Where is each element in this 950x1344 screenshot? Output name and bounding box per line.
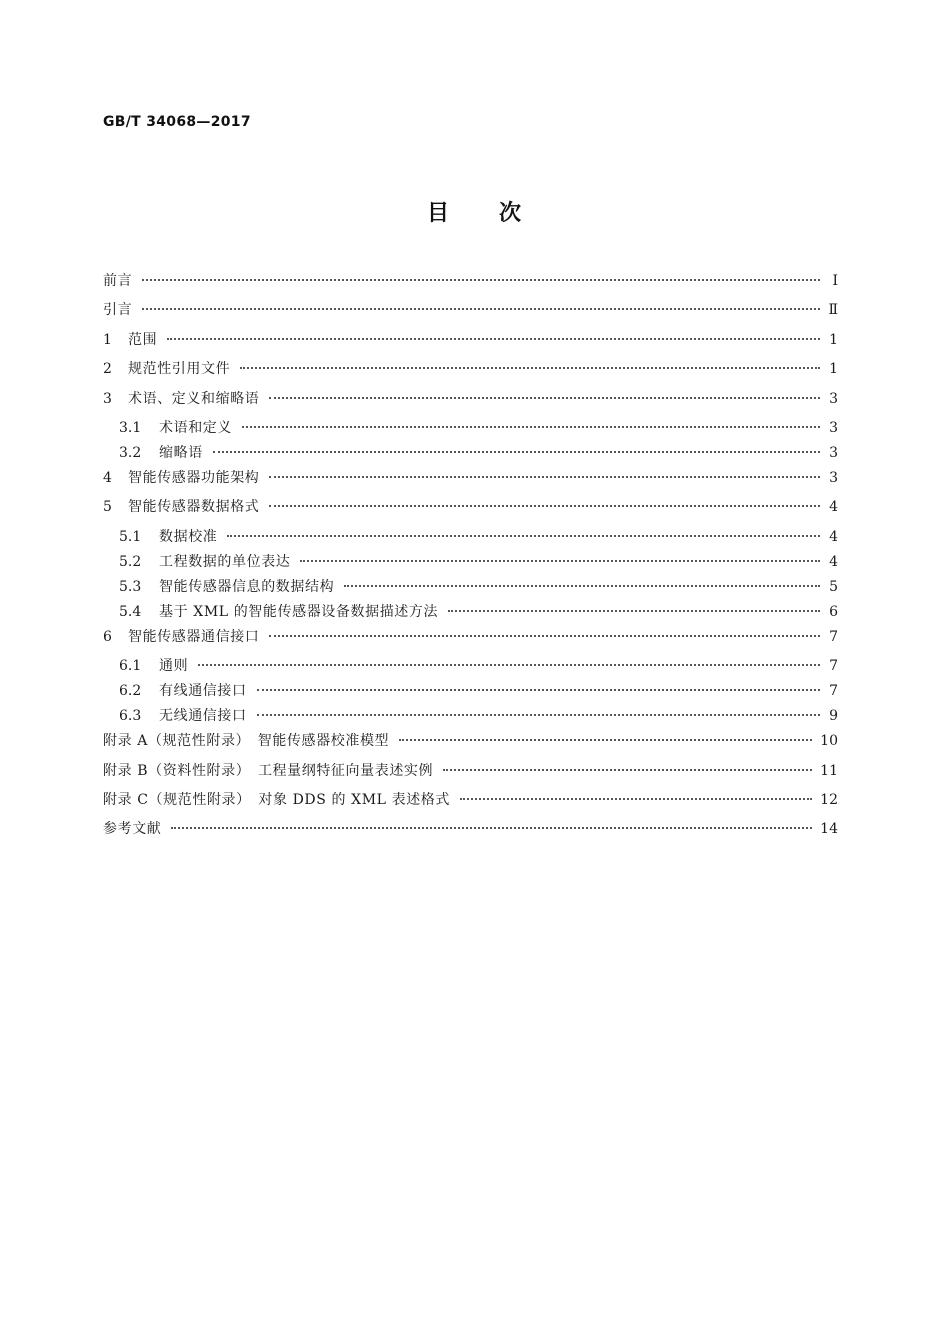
toc-entry-number: 6.2 <box>119 683 142 700</box>
toc-entry-label: 有线通信接口 <box>159 683 247 700</box>
toc-entry-number: 5 <box>103 499 112 516</box>
toc-entry-page: Ⅰ <box>832 273 838 289</box>
toc-entry[interactable] <box>103 706 838 731</box>
toc-entry-page: 4 <box>829 499 838 516</box>
toc-entry[interactable] <box>103 681 838 706</box>
toc-entry-label: 无线通信接口 <box>159 708 247 725</box>
toc-entry-page: 10 <box>820 733 838 750</box>
toc-entry-label: 数据校准 <box>159 528 218 545</box>
toc-entry-number: 5.2 <box>119 553 142 570</box>
dot-leader <box>213 451 820 453</box>
toc-entry-page: 9 <box>829 708 838 725</box>
toc-entry-page: 14 <box>820 821 838 838</box>
toc-entry-label: 工程数据的单位表达 <box>159 553 291 570</box>
toc-entry-label: 规范性引用文件 <box>128 361 231 378</box>
table-of-contents <box>103 271 838 849</box>
toc-entry-page: 3 <box>829 469 838 486</box>
dot-leader <box>269 397 820 399</box>
dot-leader <box>242 426 820 428</box>
toc-entry-label: 基于 XML 的智能传感器设备数据描述方法 <box>159 603 439 620</box>
toc-entry[interactable] <box>103 602 838 627</box>
toc-entry-number: 3 <box>103 390 112 407</box>
toc-entry[interactable] <box>103 552 838 577</box>
dot-leader <box>269 635 820 637</box>
toc-entry-label: 智能传感器通信接口 <box>128 628 260 645</box>
toc-entry-number: 6.1 <box>119 658 142 675</box>
toc-entry-label: 范围 <box>128 331 158 348</box>
toc-entry-label: 附录 C（规范性附录） 对象 DDS 的 XML 表述格式 <box>103 791 451 808</box>
toc-entry-page: 3 <box>829 419 838 436</box>
toc-entry-number: 3.1 <box>119 419 142 436</box>
toc-entry[interactable] <box>103 418 838 443</box>
dot-leader <box>142 279 820 281</box>
toc-entry-label: 术语、定义和缩略语 <box>128 390 260 407</box>
toc-entry[interactable] <box>103 300 838 329</box>
toc-entry[interactable] <box>103 577 838 602</box>
toc-entry-page: 7 <box>829 628 838 645</box>
dot-leader <box>344 585 820 587</box>
toc-entry-page: 4 <box>829 528 838 545</box>
toc-entry-label: 通则 <box>159 658 189 675</box>
dot-leader <box>257 714 820 716</box>
dot-leader <box>443 769 812 771</box>
toc-entry-label: 前言 <box>103 273 133 289</box>
dot-leader <box>198 664 820 666</box>
toc-entry-number: 5.1 <box>119 528 142 545</box>
dot-leader <box>300 560 820 562</box>
toc-entry[interactable] <box>103 497 838 526</box>
toc-entry-page: 4 <box>829 553 838 570</box>
toc-entry-number: 3.2 <box>119 444 142 461</box>
toc-entry-page: 1 <box>829 361 838 378</box>
toc-entry-label: 智能传感器数据格式 <box>128 499 260 516</box>
toc-entry-label: 智能传感器功能架构 <box>128 469 260 486</box>
toc-entry[interactable] <box>103 627 838 656</box>
toc-entry-page: 6 <box>829 603 838 620</box>
toc-entry-page: 3 <box>829 444 838 461</box>
toc-entry-page: 11 <box>820 762 838 779</box>
toc-entry[interactable] <box>103 359 838 388</box>
dot-leader <box>399 739 812 741</box>
page-title: 目 次 <box>426 201 523 226</box>
dot-leader <box>269 505 820 507</box>
toc-entry[interactable] <box>103 330 838 359</box>
dot-leader <box>227 535 820 537</box>
toc-entry-page: 3 <box>829 390 838 407</box>
toc-entry-number: 5.4 <box>119 603 142 620</box>
toc-entry-page: Ⅱ <box>828 302 838 319</box>
toc-entry[interactable] <box>103 731 838 760</box>
toc-entry-page: 1 <box>829 331 838 348</box>
toc-entry[interactable] <box>103 443 838 468</box>
toc-entry[interactable] <box>103 656 838 681</box>
toc-entry-page: 7 <box>829 683 838 700</box>
dot-leader <box>240 367 820 369</box>
toc-entry-label: 附录 A（规范性附录） 智能传感器校准模型 <box>103 733 390 750</box>
dot-leader <box>448 610 820 612</box>
dot-leader <box>460 798 812 800</box>
toc-entry-page: 12 <box>820 791 838 808</box>
dot-leader <box>257 689 820 691</box>
toc-entry-label: 参考文献 <box>103 821 162 838</box>
toc-entry-page: 5 <box>829 578 838 595</box>
dot-leader <box>142 308 820 310</box>
toc-entry-label: 智能传感器信息的数据结构 <box>159 578 335 595</box>
toc-entry-number: 5.3 <box>119 578 142 595</box>
toc-entry-number: 2 <box>103 361 112 378</box>
toc-entry[interactable] <box>103 271 838 300</box>
toc-entry[interactable] <box>103 819 838 848</box>
dot-leader <box>167 338 820 340</box>
toc-entry[interactable] <box>103 761 838 790</box>
toc-entry[interactable] <box>103 790 838 819</box>
toc-entry-number: 6.3 <box>119 708 142 725</box>
toc-entry[interactable] <box>103 468 838 497</box>
toc-entry-number: 1 <box>103 331 112 348</box>
toc-entry[interactable] <box>103 389 838 418</box>
toc-entry-label: 缩略语 <box>159 444 203 461</box>
dot-leader <box>269 476 820 478</box>
toc-entry-label: 附录 B（资料性附录） 工程量纲特征向量表述实例 <box>103 762 434 779</box>
toc-entry-page: 7 <box>829 658 838 675</box>
dot-leader <box>171 827 812 829</box>
toc-entry[interactable] <box>103 527 838 552</box>
toc-entry-label: 术语和定义 <box>159 419 232 436</box>
standard-code: GB/T 34068—2017 <box>103 114 251 130</box>
toc-entry-number: 6 <box>103 628 112 645</box>
toc-entry-number: 4 <box>103 469 112 486</box>
toc-entry-label: 引言 <box>103 302 133 319</box>
